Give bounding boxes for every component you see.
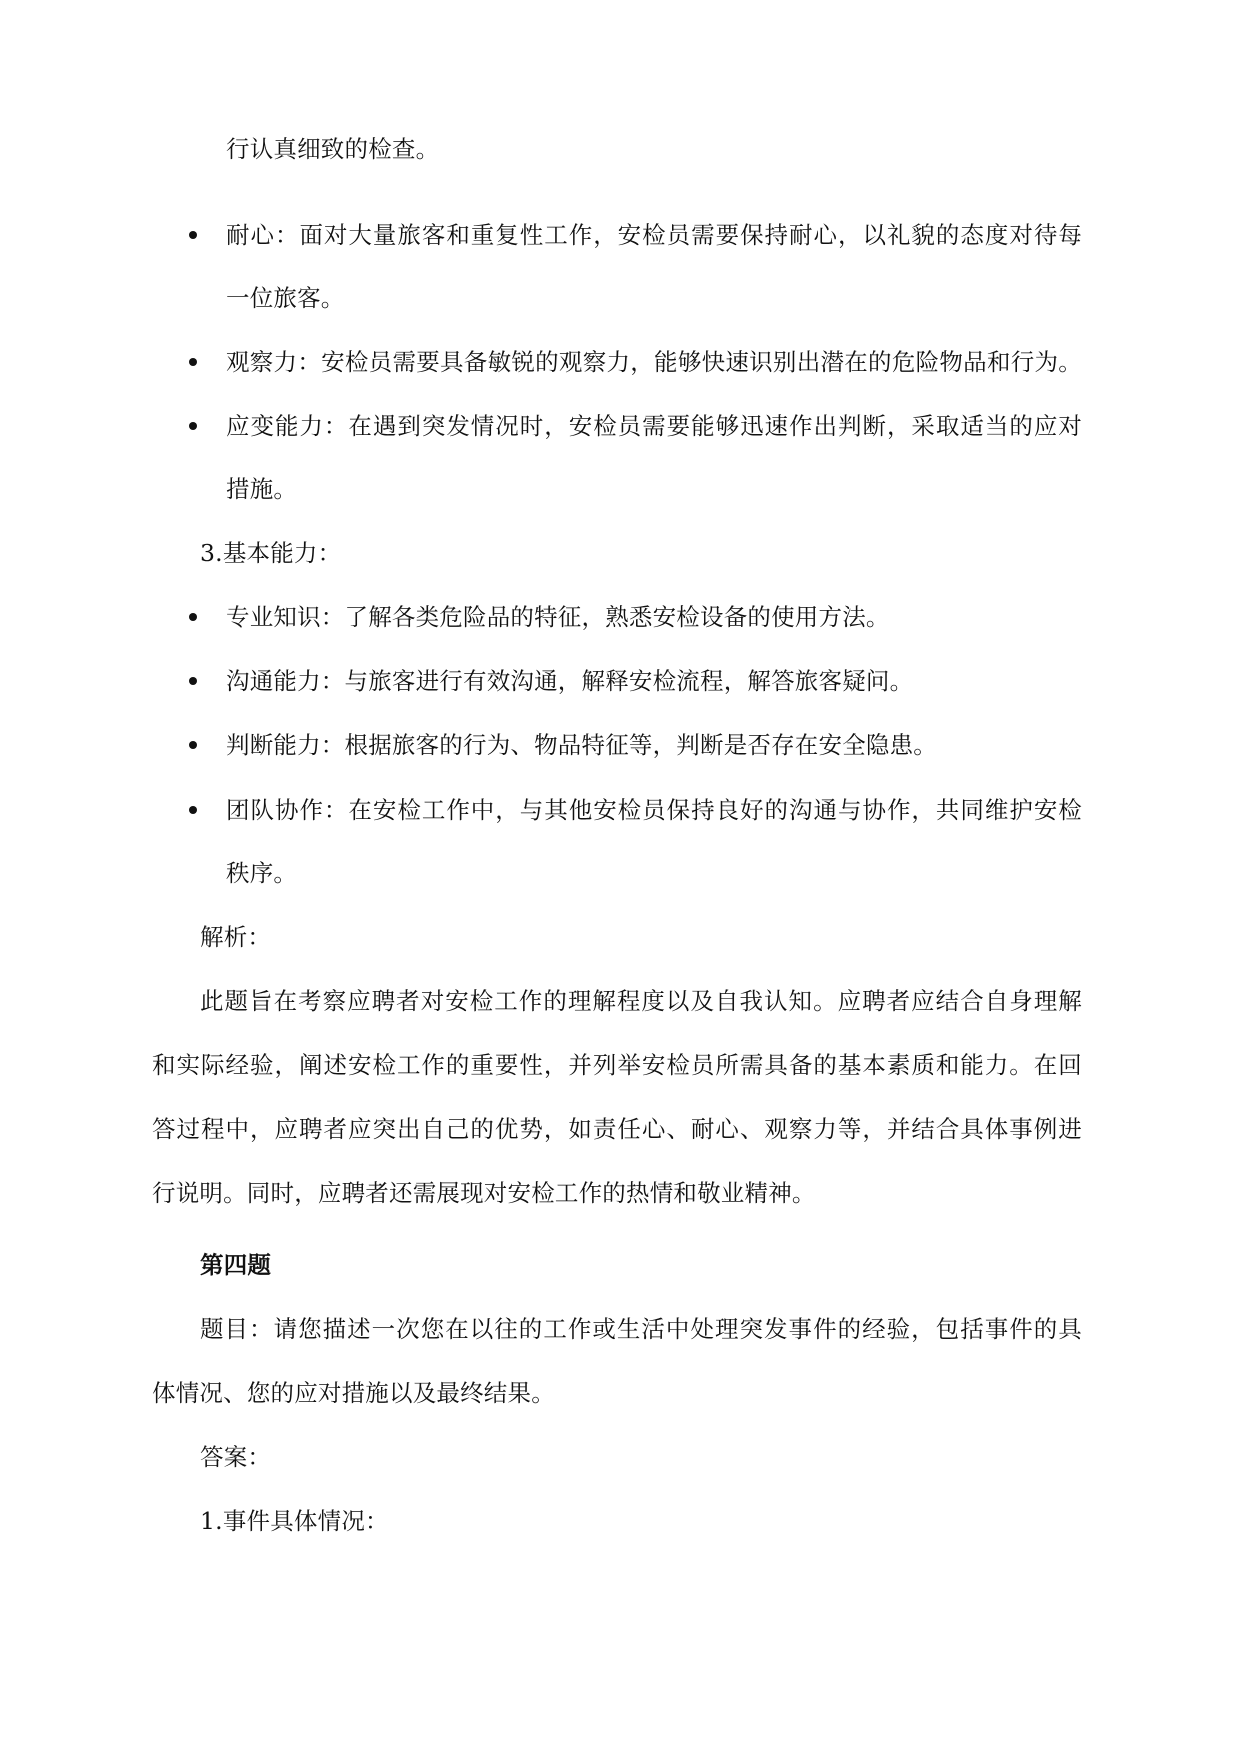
question-text-line: 体情况、您的应对措施以及最终结果。 [152, 1379, 555, 1407]
list-item-observation: 观察力：安检员需要具备敏锐的观察力，能够快速识别出潜在的危险物品和行为。 [226, 348, 1082, 376]
bullet-icon [189, 231, 197, 239]
analysis-label: 解析： [200, 923, 272, 951]
section-heading-basic-abilities: 3.基本能力： [200, 539, 342, 567]
bullet-icon [189, 806, 197, 814]
list-item-adaptability: 应变能力：在遇到突发情况时，安检员需要能够迅速作出判断，采取适当的应对 [226, 412, 1082, 440]
list-item-teamwork: 团队协作：在安检工作中，与其他安检员保持良好的沟通与协作，共同维护安检 [226, 796, 1082, 824]
list-item-patience: 耐心：面对大量旅客和重复性工作，安检员需要保持耐心，以礼貌的态度对待每 [226, 221, 1082, 249]
analysis-paragraph-line: 和实际经验，阐述安检工作的重要性，并列举安检员所需具备的基本素质和能力。在回 [152, 1051, 1082, 1079]
analysis-paragraph-line: 行说明。同时，应聘者还需展现对安检工作的热情和敬业精神。 [152, 1179, 816, 1207]
answer-label: 答案： [200, 1443, 272, 1471]
list-item-judgment: 判断能力：根据旅客的行为、物品特征等，判断是否存在安全隐患。 [226, 731, 937, 759]
bullet-icon [189, 741, 197, 749]
analysis-paragraph-line: 答过程中，应聘者应突出自己的优势，如责任心、耐心、观察力等，并结合具体事例进 [152, 1115, 1082, 1143]
bullet-icon [189, 613, 197, 621]
list-item-communication: 沟通能力：与旅客进行有效沟通，解释安检流程，解答旅客疑问。 [226, 667, 914, 695]
bullet-icon [189, 422, 197, 430]
analysis-paragraph-line: 此题旨在考察应聘者对安检工作的理解程度以及自我认知。应聘者应结合自身理解 [200, 987, 1082, 1015]
bullet-icon [189, 358, 197, 366]
text-line: 措施。 [226, 475, 298, 503]
question-heading: 第四题 [200, 1251, 272, 1279]
bullet-icon [189, 677, 197, 685]
text-line: 一位旅客。 [226, 284, 345, 312]
question-text-line: 题目：请您描述一次您在以往的工作或生活中处理突发事件的经验，包括事件的具 [200, 1315, 1082, 1343]
answer-subheading: 1.事件具体情况： [200, 1507, 389, 1535]
text-line: 行认真细致的检查。 [226, 135, 440, 163]
list-item-professional-knowledge: 专业知识：了解各类危险品的特征，熟悉安检设备的使用方法。 [226, 603, 890, 631]
text-line: 秩序。 [226, 859, 298, 887]
